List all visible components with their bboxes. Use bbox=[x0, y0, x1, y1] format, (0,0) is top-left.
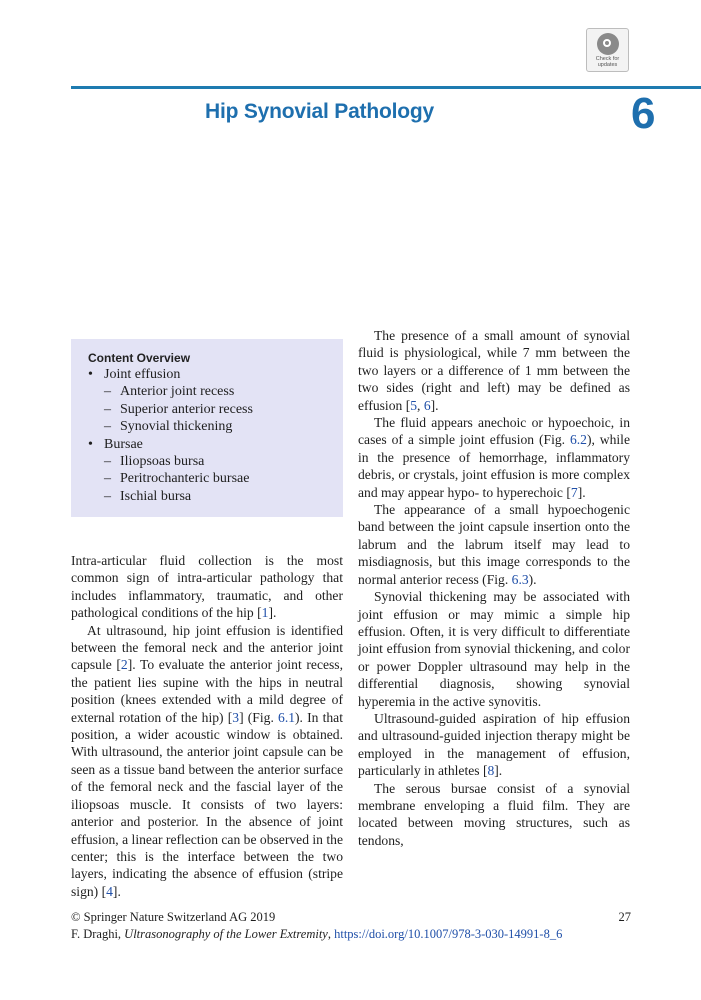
copyright-line bbox=[71, 909, 631, 926]
citation-link[interactable]: 7 bbox=[570, 484, 578, 500]
chapter-title: Hip Synovial Pathology bbox=[205, 100, 434, 123]
overview-subitem: – Peritrochanteric bursae bbox=[104, 470, 343, 487]
book-title: Ultrasonography of the Lower Extremity bbox=[124, 927, 328, 941]
citation-link[interactable]: 6 bbox=[423, 397, 431, 413]
paragraph: At ultrasound, hip joint effusion is identified between the femoral neck and the anterior joint capsule [2]. To evaluate the anterior joint recess, the patient lies supine with the hips in neutral position (knees extended with a mild degree of external rotation of the hip) [3] (Fig. 6.1). In that position, a wider acoustic window is obtained. With ultrasound, the anterior joint capsule can be seen as a tissue band between the anterior surface of the femoral neck and the fascial layer of the iliopsoas muscle. It consists of two layers: anterior and posterior. In the absence of joint effusion, a linear reflection can be observed in the center; this is the interface between the two layers, indicating the absence of effusion (stripe sign) [4]. bbox=[71, 622, 343, 899]
overview-subitem: – Iliopsoas bursa bbox=[104, 453, 343, 470]
citation-link[interactable]: 5 bbox=[410, 397, 418, 413]
overview-subitem: – Synovial thickening bbox=[104, 418, 343, 435]
page-footer bbox=[71, 909, 631, 943]
body-column-left bbox=[71, 552, 343, 900]
badge-label: Check for updates bbox=[595, 56, 620, 68]
overview-item: • Joint effusion – Anterior joint recess – Superior anterior recess – Synovial thickening bbox=[88, 366, 343, 436]
paragraph: The serous bursae consist of a synovial membrane enveloping a fluid film. They are located between moving structures, such as tendons, bbox=[358, 780, 630, 848]
citation-link[interactable]: 4 bbox=[106, 883, 113, 899]
header-rule bbox=[71, 86, 701, 89]
paragraph: Ultrasound-guided aspiration of hip effusion and ultrasound-guided injection therapy might be employed in the management of effusion, particularly in athletes [8]. bbox=[358, 710, 630, 779]
overview-sublist bbox=[104, 383, 343, 435]
paragraph: The fluid appears anechoic or hypoechoic, in cases of a simple joint effusion (Fig. 6.2), while in the presence of hemorrhage, inflammatory debris, or crystals, joint effusion is more complex and may appear hypo- to hyperechoic [7]. bbox=[358, 415, 630, 500]
content-overview-list bbox=[88, 366, 343, 505]
figure-link[interactable]: 6.3 bbox=[511, 571, 529, 587]
chapter-number: 6 bbox=[631, 89, 656, 138]
overview-sublist bbox=[104, 453, 343, 505]
citation-link[interactable]: 1 bbox=[261, 605, 269, 621]
overview-subitem: – Ischial bursa bbox=[104, 488, 343, 505]
paragraph: The presence of a small amount of synovial fluid is physiological, while 7 mm between the two layers or a difference of 1 mm between the two sides (right and left) may be defined as effusion [5, 6]. bbox=[358, 328, 630, 413]
overview-item: • Bursae – Iliopsoas bursa – Peritrochanteric bursae – Ischial bursa bbox=[88, 436, 343, 506]
figure-link[interactable]: 6.1 bbox=[278, 709, 296, 725]
page-number: 27 bbox=[618, 910, 631, 924]
content-overview-heading: Content Overview bbox=[88, 351, 191, 365]
citation-link[interactable]: 3 bbox=[232, 709, 240, 725]
copyright-text: © Springer Nature Switzerland AG 2019 bbox=[71, 910, 276, 924]
paragraph: The appearance of a small hypoechogenic band between the joint capsule insertion onto the labrum and the labrum itself may lead to misdiagnosis, but this image corresponds to the normal anterior recess (Fig. 6.3). bbox=[358, 502, 630, 587]
citation-line: F. Draghi, Ultrasonography of the Lower Extremity, https://doi.org/10.1007/978-3-030-14991-8_6 bbox=[71, 927, 563, 941]
overview-subitem: – Anterior joint recess bbox=[104, 383, 343, 400]
body-column-right bbox=[358, 327, 630, 849]
figure-link[interactable]: 6.2 bbox=[569, 432, 587, 448]
content-overview-box bbox=[71, 339, 343, 517]
citation-link[interactable]: 2 bbox=[120, 657, 128, 673]
check-for-updates-badge[interactable] bbox=[586, 28, 629, 72]
paragraph: Intra-articular fluid collection is the most common sign of intra-articular pathology that includes inflammatory, traumatic, and other pathological conditions of the hip [1]. bbox=[71, 553, 343, 621]
update-icon bbox=[597, 33, 619, 55]
doi-link[interactable]: https://doi.org/10.1007/978-3-030-14991-8_6 bbox=[334, 927, 563, 941]
paragraph: Synovial thickening may be associated with joint effusion or may mimic a simple hip effusion. Often, it is very difficult to differentiate joint effusion from synovial thickening, and color or power Doppler ultrasound may help in the differential diagnosis, showing synovial hyperemia in the active synovitis. bbox=[358, 589, 630, 709]
citation-link[interactable]: 8 bbox=[487, 763, 495, 779]
overview-subitem: – Superior anterior recess bbox=[104, 401, 343, 418]
